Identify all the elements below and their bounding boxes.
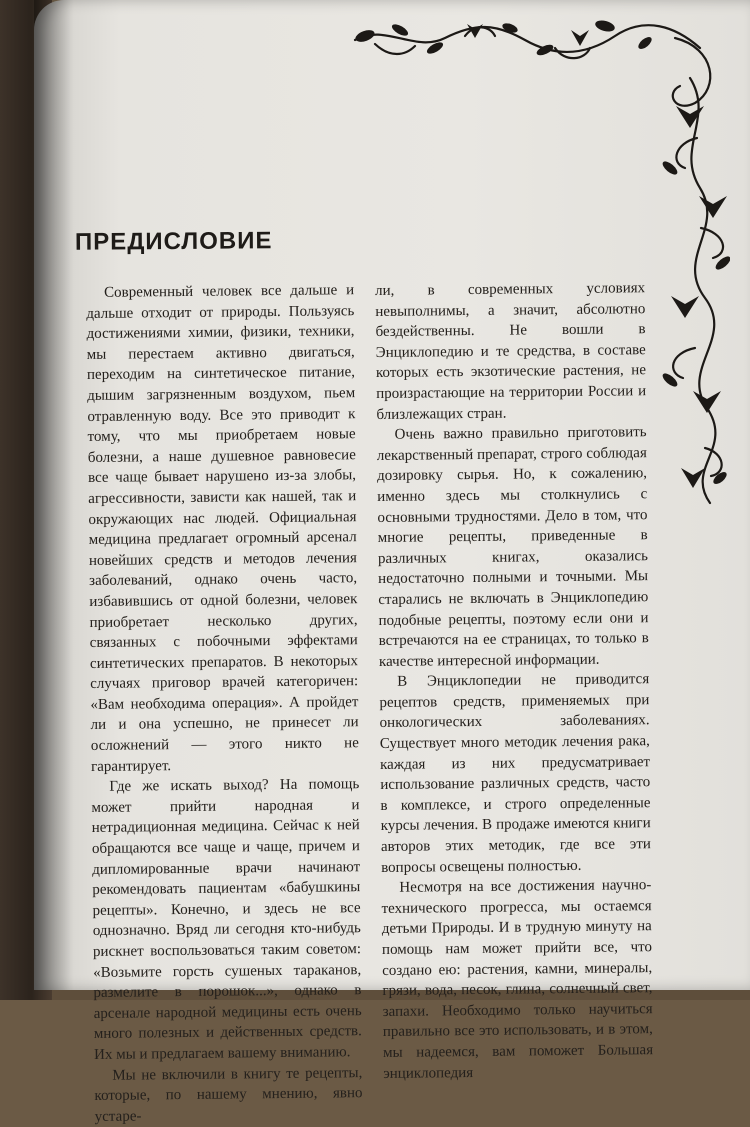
paragraph: Где же искать выход? На помощь может прийти народная и нетрадиционная медицина. Сейчас к ней обращаются все чаще и чаще, причем и дипломированные врачи начинают рекомендовать пациентам «бабушкины рецепты». Конечно, и здесь не все однозначно. Вряд ли сегодня кто-нибудь рискнет воспользоваться таким советом: «Возьмите горсть сушеных тараканов, размелите в порошок...», однако в арсенале народной медицины есть очень много полезных и действенных средств. Их мы и предлагаем вашему вниманию. (91, 776, 362, 1063)
paragraph: Очень важно правильно приготовить лекарственный препарат, строго соблюдая дозировку сырья. Но, к сожалению, именно здесь мы столкнулись с основными трудностями. Дело в том, что многие рецепты, приведенные в различных книгах, оказались недостаточно полными и точными. Мы старались не включать в Энциклопедию подобные рецепты, поэтому если они и встречаются на ее страницах, то только в качестве интересной информации. (376, 424, 649, 670)
spine-shadow (34, 0, 74, 990)
paragraph: Мы не включили в книгу те рецепты, которые, по нашему мнению, явно устаре- (94, 1064, 363, 1125)
paragraph: В Энциклопедии не приводится рецептов средств, применяемых при онкологических заболеваниях. Существует много методик лечения рака, каждая из них предусматривает использование различных средств, часто в комплексе, и строго определенные курсы лечения. В продаже имеются книги авторов этих методик, где все эти вопросы освещены полностью. (379, 671, 651, 876)
page-title: ПРЕДИСЛОВИЕ (74, 227, 273, 256)
paragraph: Несмотря на все достижения научно-технического прогресса, мы остаемся детьми Природы. И в трудную минуту на помощь нам может прийти все, что создано ею: растения, камни, минералы, грязи, вода, песок, глина, солнечный свет, запахи. Необходимо только научиться правильно все это использовать, и в этом, мы надеемся, вам поможет Большая энциклопедия (381, 877, 654, 1082)
paragraph-continued: ли, в современных условиях невыполнимы, а значит, абсолютно бездейственны. Не вошли в Энциклопедию и те средства, в составе которых есть экзотические растения, не произрастающие на территории России и близлежащих стран. (375, 280, 647, 423)
right-text-column (375, 278, 653, 1084)
paragraph: Современный человек все дальше и дальше отходит от природы. Пользуясь достижениями химии, физики, техники, мы перестаем активно двигаться, переходим на синтетическое питание, дышим загрязненным воздухом, пьем отравленную воду. Все это приводит к тому, что мы приобретаем новые болезни, а наше душевное равновесие все чаще бывает нарушено из-за злобы, агрессивности, зависти как нашей, так и окружающих нас людей. Официальная медицина предлагает огромный арсенал новейших средств и методов лечения заболеваний, однако очень часто, избавившись от одной болезни, человек приобретает несколько других, связанных с побочными эффектами синтетических препаратов. В некоторых случаях приговор врачей категоричен: «Вам необходима операция». А пройдет ли и она успешно, не принесет ли осложнений — этого никто не гарантирует. (86, 282, 359, 775)
